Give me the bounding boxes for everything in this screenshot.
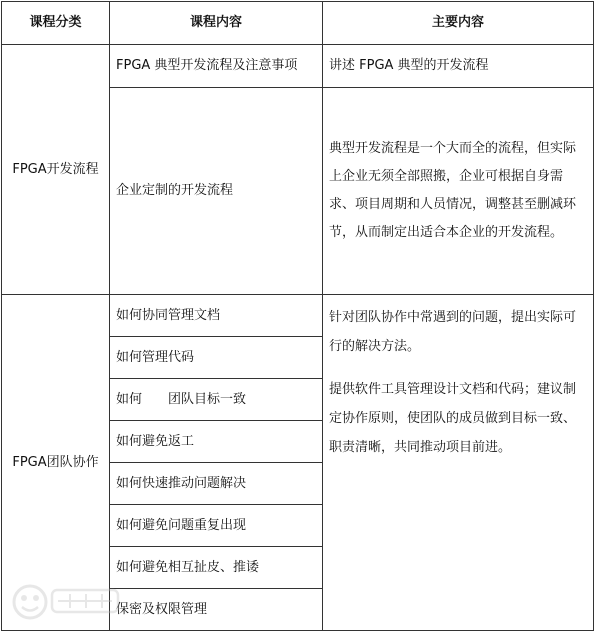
course-description: 讲述 FPGA 典型的开发流程: [323, 45, 594, 88]
header-content: 课程内容: [110, 2, 323, 45]
category-cell-dev-flow: FPGA开发流程: [2, 45, 110, 295]
header-main: 主要内容: [323, 2, 594, 45]
course-item: 企业定制的开发流程: [110, 88, 323, 295]
table-row: [2, 45, 594, 88]
course-item: 如何协同管理文档: [110, 295, 323, 337]
description-paragraph: 提供软件工具管理设计文档和代码；建议制定协作原则，使团队的成员做到目标一致、职责清晰，共同推动项目前进。: [329, 382, 577, 455]
course-item: 如何避免相互扯皮、推诿: [110, 547, 323, 589]
course-item: FPGA 典型开发流程及注意事项: [110, 45, 323, 88]
brand-watermark-logo: [8, 572, 128, 632]
category-cell-team: FPGA团队协作: [2, 295, 110, 631]
course-item: 保密及权限管理: [110, 589, 323, 631]
course-table: [1, 1, 594, 631]
course-item: 如何管理代码: [110, 337, 323, 379]
course-item: 如何避免返工: [110, 421, 323, 463]
header-category: 课程分类: [2, 2, 110, 45]
table-header-row: [2, 2, 594, 45]
course-item: 如何快速推动问题解决: [110, 463, 323, 505]
course-item: 如何避免问题重复出现: [110, 505, 323, 547]
course-description: 典型开发流程是一个大而全的流程，但实际上企业无须全部照搬，企业可根据自身需求、项目周期和人员情况，调整甚至删减环节，从而制定出适合本企业的开发流程。: [323, 88, 594, 295]
table-row: [2, 295, 594, 337]
course-item: 如何 团队目标一致: [110, 379, 323, 421]
description-paragraph: 针对团队协作中常遇到的问题，提出实际可行的解决方法。: [329, 310, 577, 354]
course-description-team: [323, 295, 594, 631]
